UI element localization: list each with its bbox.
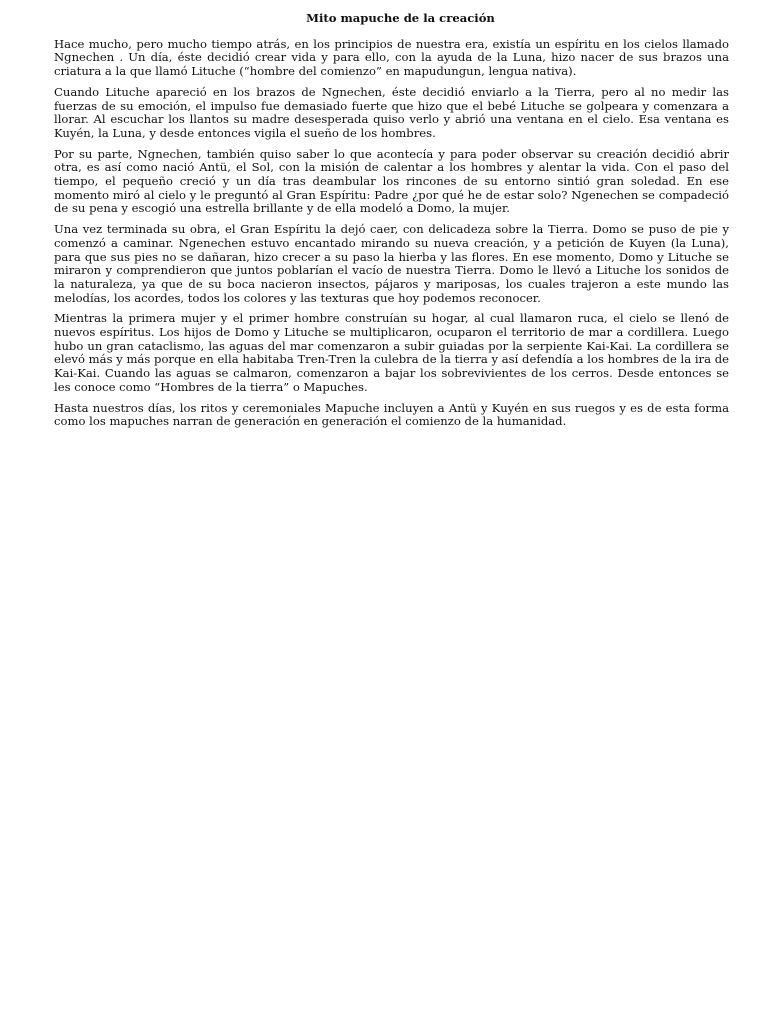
- document-title: Mito mapuche de la creación: [306, 11, 495, 25]
- paragraph-1: Hace mucho, pero mucho tiempo atrás, en los principios de nuestra era, existía un espíritu en los cielos llamado Ngnechen . Un día, éste decidió crear vida y para ello, con la ayuda de la Luna, hizo nacer de sus brazos una criatura a la que llamó Lituche (“hombre del comienzo” en mapudungun, lengua nativa).: [54, 36, 729, 79]
- document-page: [54, 12, 729, 436]
- paragraph-4: Una vez terminada su obra, el Gran Espíritu la dejó caer, con delicadeza sobre la Tierra. Domo se puso de pie y comenzó a caminar. Ngenechen estuvo encantado mirando su nueva creación, y a petición de Kuyen (la Luna), para que sus pies no se dañaran, hizo crecer a su paso la hierba y las flores. En ese momento, Domo y Lituche se miraron y comprendieron que juntos poblarían el vacío de nuestra Tierra. Domo le llevó a Lituche los sonidos de la naturaleza, ya que de su boca nacieron insectos, pájaros y mariposas, los cuales trajeron a este mundo las melodías, los acordes, todos los colores y las texturas que hoy podemos reconocer.: [54, 222, 729, 305]
- paragraph-2: Cuando Lituche apareció en los brazos de Ngnechen, éste decidió enviarlo a la Tierra, pero al no medir las fuerzas de su emoción, el impulso fue demasiado fuerte que hizo que el bebé Lituche se golpeara y comenzara a llorar. Al escuchar los llantos su madre desesperada quiso verlo y abrió una ventana en el cielo. Esa ventana es Kuyén, la Luna, y desde entonces vigila el sueño de los hombres.: [54, 84, 729, 140]
- paragraph-5: Mientras la primera mujer y el primer hombre construían su hogar, al cual llamaron ruca, el cielo se llenó de nuevos espíritus. Los hijos de Domo y Lituche se multiplicaron, ocuparon el territorio de mar a cordillera. Luego hubo un gran cataclismo, las aguas del mar comenzaron a subir guiadas por la serpiente Kai-Kai. La cordillera se elevó más y más porque en ella habitaba Tren-Tren la culebra de la tierra y así defendía a los hombres de la ira de Kai-Kai. Cuando las aguas se calmaron, comenzaron a bajar los sobrevivientes de los cerros. Desde entonces se les conoce como “Hombres de la tierra” o Mapuches.: [54, 311, 729, 394]
- paragraph-6: Hasta nuestros días, los ritos y ceremoniales Mapuche incluyen a Antü y Kuyén en sus ruegos y es de esta forma como los mapuches narran de generación en generación el comienzo de la humanidad.: [54, 400, 729, 429]
- paragraph-3: Por su parte, Ngnechen, también quiso saber lo que acontecía y para poder observar su creación decidió abrir otra, es así como nació Antü, el Sol, con la misión de calentar a los hombres y alentar la vida. Con el paso del tiempo, el pequeño creció y un día tras deambular los rincones de su entorno sintió gran soledad. En ese momento miró al cielo y le preguntó al Gran Espíritu: Padre ¿por qué he de estar solo? Ngenechen se compadeció de su pena y escogió una estrella brillante y de ella modeló a Domo, la mujer.: [54, 146, 729, 216]
